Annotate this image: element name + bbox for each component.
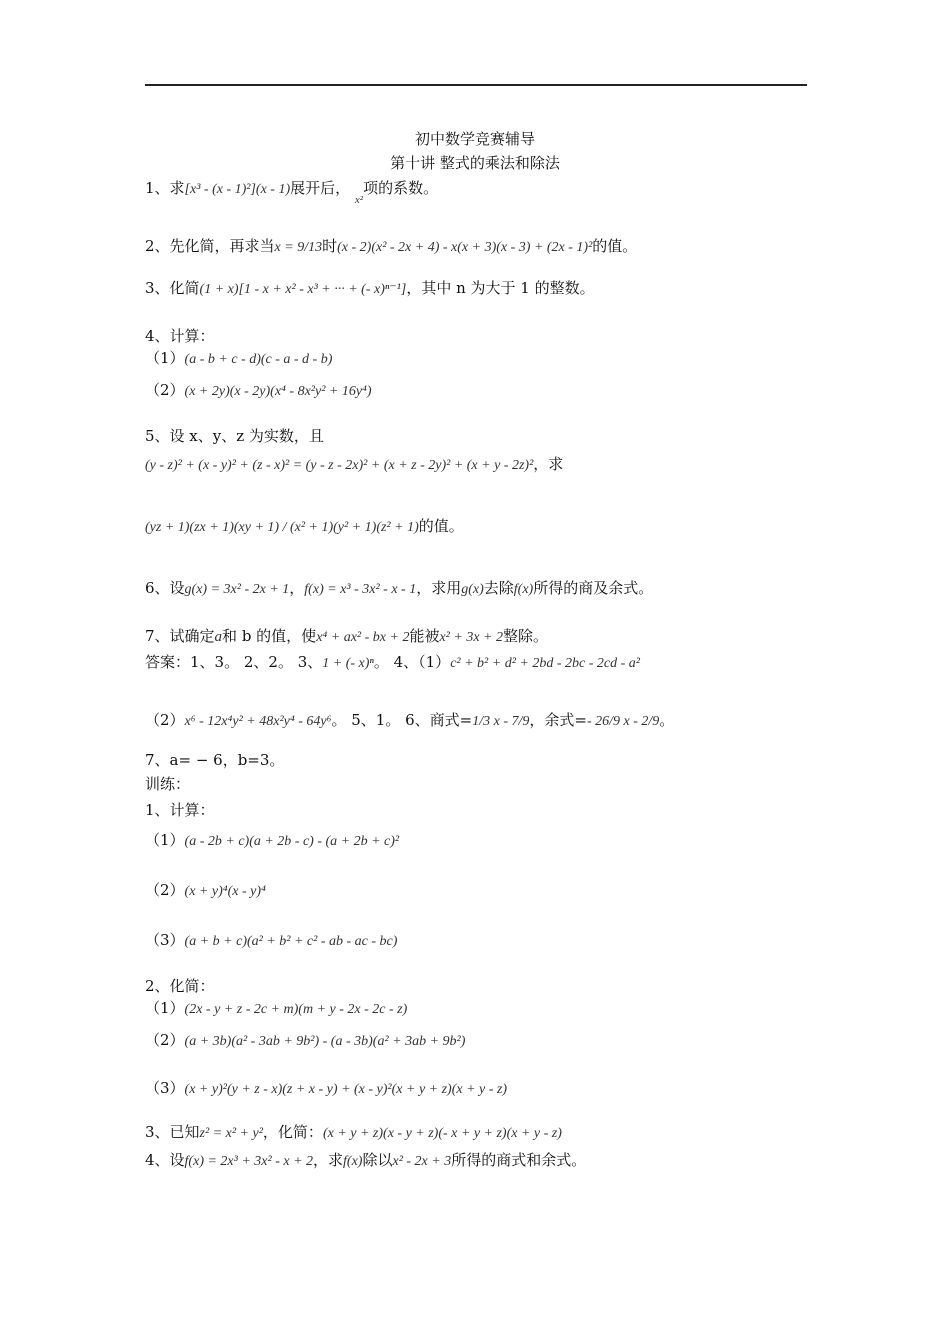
math-expression: f(x) = x³ - 3x² - x - 1 [304,582,417,597]
problem-label: 1、求 [145,179,185,197]
problem-text: 项的系数。 [363,179,439,197]
problem-text: 的值。 [418,517,464,535]
problem-5-equation [145,454,563,476]
math-expression: [x³ - (x - 1)²](x - 1) [184,182,291,197]
problem-text: ，求用 [416,579,462,597]
math-expression: - 26/9 x - 2/9 [586,714,660,729]
problem-text: ，化简： [262,1123,323,1141]
math-expression: x⁶ - 12x⁴y² + 48x²y⁴ - 64y⁶ [184,714,332,729]
math-expression: f(x) [513,582,534,597]
math-expression: (1 + x)[1 - x + x² - x³ + ··· + (- x)ⁿ⁻¹] [199,282,407,297]
math-expression: (a + b + c)(a² + b² + c² - ab - ac - bc) [184,934,398,949]
part-label: （2） [145,381,185,399]
math-expression: (x + y + z)(x - y + z)(- x + y + z)(x + y - z) [322,1126,562,1141]
problem-5-target [145,516,464,538]
problem-2 [145,236,637,258]
problem-text: 整除。 [503,627,549,645]
answers-text: 答案：1、3。 2、2。 3、 [145,653,323,671]
math-expression: g(x) = 3x² - 2x + 1 [184,582,290,597]
math-expression: (a - b + c - d)(c - a - d - b) [184,352,333,367]
math-expression: (x - 2)(x² - 2x + 4) - x(x + 3)(x - 3) + (2x - 1)² [337,240,593,255]
part-label: （2） [145,881,185,899]
problem-text: 所得的商及余式。 [533,579,654,597]
math-expression: f(x) [343,1154,363,1169]
answers-text: 。 4、（1） [373,653,451,671]
answers-text: 。 [659,711,675,729]
problem-text: 除以 [362,1151,393,1169]
part-label: （3） [145,1079,185,1097]
math-expression: 1 + (- x)ⁿ [322,656,374,671]
variable-a: a [214,629,223,645]
problem-4-part-1 [145,348,332,370]
problem-text: 所得的商式和余式。 [451,1151,587,1169]
training-q4 [145,1150,586,1172]
problem-4-part-2 [145,380,372,402]
math-expression: c² + b² + d² + 2bd - 2bc - 2cd - a² [450,656,640,671]
training-q2-part-3 [145,1078,507,1100]
problem-label: 6、设 [145,579,185,597]
math-expression: x = 9/13 [274,240,323,255]
math-expression: (x + 2y)(x - 2y)(x⁴ - 8x²y² + 16y⁴) [184,384,372,399]
problem-text: 展开后， [290,179,351,197]
separator: ， [289,579,305,597]
answers-line-2 [145,710,674,732]
math-expression: (2x - y + z - 2c + m)(m + y - 2x - 2c - z) [184,1002,408,1017]
problem-text: 的值。 [592,237,638,255]
problem-text: ，其中 n 为大于 1 的整数。 [406,279,595,297]
training-q1-part-2 [145,880,266,902]
problem-1 [145,178,439,206]
part-label: （1） [145,349,185,367]
header-rule [145,84,807,86]
problem-text: 和 b 的值，使 [222,627,317,645]
math-expression: (a + 3b)(a² - 3ab + 9b²) - (a - 3b)(a² + 3ab + 9b²) [184,1034,466,1049]
problem-5-label: 5、设 x、y、z 为实数，且 [145,427,324,445]
math-expression: (x + y)²(y + z - x)(z + x - y) + (x - y)²(x + y + z)(x + y - z) [184,1082,508,1097]
problem-text: 去除 [483,579,514,597]
training-q1-label: 1、计算： [145,801,215,819]
problem-6 [145,578,653,600]
problem-text: ，求 [313,1151,344,1169]
training-q2-part-2 [145,1030,465,1052]
answers-line-1 [145,652,640,674]
math-expression: x² [354,194,364,206]
problem-text: 时 [322,237,338,255]
answers-text: ，余式= [529,711,587,729]
part-label: （3） [145,931,185,949]
answers-text: 。 5、1。 6、商式= [331,711,473,729]
part-label: （1） [145,999,185,1017]
problem-label: 3、已知 [145,1123,200,1141]
math-fraction: (yz + 1)(zx + 1)(xy + 1) / (x² + 1)(y² + 1)(z² + 1) [145,520,419,535]
math-expression: x² - 2x + 3 [392,1154,452,1169]
part-label: （1） [145,831,185,849]
training-q2-label: 2、化简： [145,977,215,995]
training-q1-part-3 [145,930,397,952]
math-expression: x² + 3x + 2 [439,630,503,645]
math-expression: (x + y)⁴(x - y)⁴ [184,884,266,899]
math-expression: g(x) [461,582,484,597]
problem-label: 4、设 [145,1151,185,1169]
math-expression: (a - 2b + c)(a + 2b - c) - (a + 2b + c)² [184,834,400,849]
math-expression: 1/3 x - 7/9 [472,714,530,729]
math-expression: x⁴ + ax² - bx + 2 [316,630,410,645]
answers-line-3: 7、a= − 6，b=3。 [145,751,285,769]
problem-label: 2、先化简，再求当 [145,237,275,255]
training-heading: 训练： [145,775,191,793]
lecture-subtitle: 第十讲 整式的乘法和除法 [390,154,560,172]
document-title: 初中数学竞赛辅导 [414,130,535,148]
problem-text: 能被 [409,627,440,645]
training-q3 [145,1122,562,1144]
problem-4: 4、计算： [145,327,215,345]
problem-label: 3、化简 [145,279,200,297]
math-expression: z² = x² + y² [199,1126,263,1141]
problem-3 [145,278,595,300]
math-expression: f(x) = 2x³ + 3x² - x + 2 [184,1154,314,1169]
problem-text: ，求 [533,455,564,473]
training-q1-part-1 [145,830,399,852]
training-q2-part-1 [145,998,407,1020]
problem-7 [145,626,548,648]
part-label: （2） [145,1031,185,1049]
answers-text: （2） [145,711,185,729]
problem-label: 7、试确定 [145,627,215,645]
math-expression: (y - z)² + (x - y)² + (z - x)² = (y - z - 2x)² + (x + z - 2y)² + (x + y - 2z)² [145,458,534,473]
